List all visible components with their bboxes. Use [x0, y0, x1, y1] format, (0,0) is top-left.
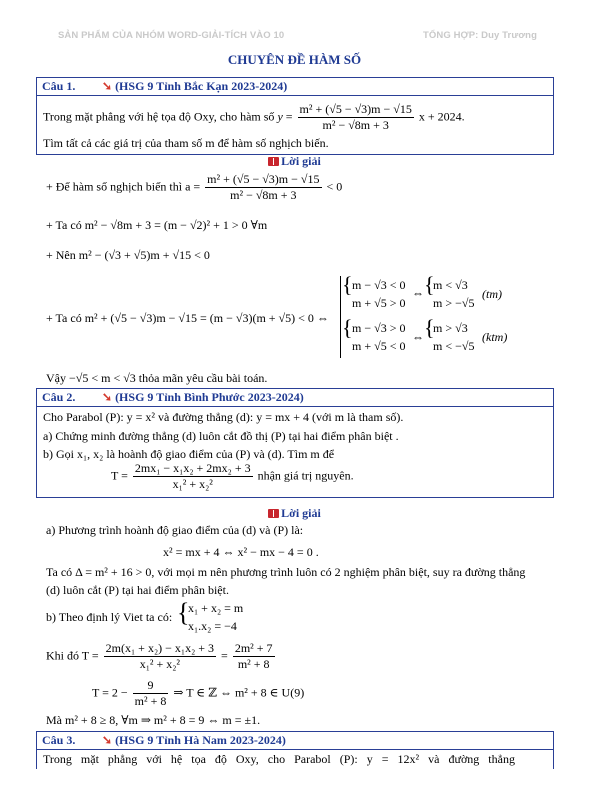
q1-outer-bracket	[340, 276, 341, 358]
q1-conclusion: Vậy −√5 < m < √3 thỏa mãn yêu cầu bài toán.	[46, 371, 268, 385]
q1-step1	[46, 172, 342, 203]
q1-equiv1: ⇔	[412, 286, 424, 300]
q1-tag2: (ktm)	[482, 330, 508, 344]
page-header	[58, 30, 537, 41]
q1-res2-brace: {	[424, 315, 435, 340]
q1-frac-tail: x + 2024.	[418, 109, 465, 124]
q2-T-pre: T =	[111, 468, 128, 483]
q1-text1: Trong mặt phẳng với hệ tọa độ Oxy, cho hàm số	[43, 109, 275, 124]
q2-b2-pre: Khi đó T =	[46, 648, 99, 663]
q2-b3-pre: T = 2 −	[92, 685, 128, 700]
solution-2-text: Lời giải	[281, 506, 321, 520]
question-3-header	[37, 732, 553, 750]
q2-b3-post: ⇒ T ∈ ℤ ⇔ m² + 8 ∈ U(9)	[173, 685, 305, 700]
q2-T-den: x₁² + x₂²	[172, 477, 213, 491]
arrow-icon: ➘	[102, 390, 113, 404]
q2-sol-a1: a) Phương trình hoành độ giao điểm của (d) và (P) là:	[46, 523, 304, 537]
q1-case2-a: m − √3 > 0	[352, 321, 406, 335]
book-icon	[268, 157, 279, 166]
q1-case2-b: m + √5 < 0	[352, 339, 406, 353]
q2-line3: b) Gọi x₁, x₂ là hoành độ giao điểm của (P) và (d). Tìm m để	[43, 447, 335, 461]
q2-viet-brace: {	[177, 598, 190, 627]
document-title: CHUYÊN ĐỀ HÀM SỐ	[227, 52, 362, 67]
question-1-header	[37, 78, 553, 96]
q1-step3: + Nên m² − (√3 + √5)m + √15 < 0	[46, 248, 210, 262]
q1-res1-brace: {	[424, 272, 435, 297]
question-1-source: (HSG 9 Tỉnh Bắc Kạn 2023-2024)	[115, 79, 288, 93]
q3-line1: Trong mặt phẳng với hệ tọa độ Oxy, cho Parabol (P): y = 12x² và đường thẳng	[43, 752, 515, 766]
q1-step4: + Ta có m² + (√5 − √3)m − √15 = (m − √3)(m + √5) < 0 ⇔	[46, 311, 329, 325]
arrow-icon: ➘	[102, 79, 113, 93]
q1-frac-num: m² + (√5 − √3)m − √15	[299, 102, 412, 116]
q1-frac-den: m² − √8m + 3	[322, 118, 389, 132]
q1-step1-den: m² − √8m + 3	[230, 188, 297, 202]
q1-case1-a: m − √3 < 0	[352, 278, 406, 292]
question-3-source: (HSG 9 Tỉnh Hà Nam 2023-2024)	[115, 733, 286, 747]
q2-viet1: x₁ + x₂ = m	[188, 601, 244, 615]
question-1-number: Câu 1.	[42, 79, 76, 93]
q2-T-num: 2mx₁ − x₁x₂ + 2mx₂ + 3	[134, 461, 251, 475]
question-2-number: Câu 2.	[42, 390, 76, 404]
q1-res1-a: m < √3	[433, 278, 468, 292]
q2-b2-num2: 2m² + 7	[234, 641, 273, 655]
q2-b2-frac2	[233, 641, 275, 672]
q1-step1-post: < 0	[326, 179, 343, 194]
q1-res1-b: m > −√5	[433, 296, 475, 310]
q2-line1: Cho Parabol (P): y = x² và đường thẳng (d): y = mx + 4 (với m là tham số).	[43, 410, 404, 424]
q2-sol-b4: Mà m² + 8 ≥ 8, ∀m ⇒ m² + 8 = 9 ⇔ m = ±1.	[46, 713, 261, 727]
question-2-source: (HSG 9 Tỉnh Bình Phước 2023-2024)	[115, 390, 304, 404]
q2-b2-num1: 2m(x₁ + x₂) − x₁x₂ + 3	[105, 641, 215, 655]
arrow-icon: ➘	[102, 733, 113, 747]
q1-res2-b: m < −√5	[433, 339, 475, 353]
q1-case1-b: m + √5 > 0	[352, 296, 406, 310]
q2-b3-num: 9	[133, 678, 169, 694]
solution-1-label	[0, 154, 589, 169]
q2-b2-frac1	[104, 641, 216, 672]
q1-step2: + Ta có m² − √8m + 3 = (m − √2)² + 1 > 0 ∀m	[46, 218, 268, 232]
book-icon	[268, 509, 279, 518]
q2-viet2: x₁.x₂ = −4	[188, 619, 237, 633]
q2-sol-a3: Ta có Δ = m² + 16 > 0, với mọi m nên phương trình luôn có 2 nghiệm phân biệt, suy ra đường thẳng	[46, 565, 526, 579]
q1-step1-frac	[205, 172, 321, 203]
header-left: SẢN PHẨM CỦA NHÓM WORD-GIẢI-TÍCH VÀO 10	[58, 30, 285, 41]
q1-res2-a: m > √3	[433, 321, 468, 335]
q2-T-expression	[111, 461, 354, 492]
q2-b2-den2: m² + 8	[237, 657, 270, 671]
q2-line2: a) Chứng minh đường thẳng (d) luôn cắt đồ thị (P) tại hai điểm phân biệt .	[43, 429, 399, 443]
q2-sol-b1: b) Theo định lý Viet ta có:	[46, 610, 173, 624]
question-2-header	[37, 389, 553, 407]
q2-b2-eq: =	[221, 648, 228, 663]
q1-case1-brace: {	[342, 272, 353, 297]
question-2-box	[36, 388, 554, 498]
q1-equiv2: ⇔	[412, 330, 424, 344]
q1-tag1: (tm)	[482, 287, 502, 301]
q2-b2-den1: x₁² + x₂²	[139, 657, 181, 671]
header-right: TỔNG HỢP: Duy Trương	[423, 30, 537, 41]
q2-b3-frac	[133, 678, 169, 709]
q2-sol-b2	[46, 641, 277, 672]
question-3-box	[36, 731, 554, 769]
q1-step1-num: m² + (√5 − √3)m − √15	[207, 172, 320, 186]
solution-1-text: Lời giải	[281, 154, 321, 168]
question-3-number: Câu 3.	[42, 733, 76, 747]
solution-2-label	[0, 506, 589, 521]
q2-b3-den: m² + 8	[134, 694, 167, 708]
q1-fraction	[298, 102, 414, 133]
q1-case2-brace: {	[342, 315, 353, 340]
question-1-box	[36, 77, 554, 155]
q2-T-frac	[133, 461, 253, 492]
q2-T-post: nhận giá trị nguyên.	[257, 468, 354, 483]
q2-sol-a4: (d) luôn cắt (P) tại hai điểm phân biệt.	[46, 583, 229, 597]
question-1-task: Tìm tất cả các giá trị của tham số m để hàm số nghịch biến.	[43, 136, 329, 150]
question-1-text: Trong mặt phẳng với hệ tọa độ Oxy, cho hàm số y = $\frac{\text{m² + (√5 − √3)m − √15}}{\text{m² − √8m + 3}}$ x + 2024.	[43, 102, 465, 132]
q1-step1-pre: + Để hàm số nghịch biến thì a =	[46, 179, 201, 194]
q2-sol-b3	[92, 678, 304, 709]
q2-sol-a2: x² = mx + 4 ⇔ x² − mx − 4 = 0 .	[163, 545, 319, 559]
